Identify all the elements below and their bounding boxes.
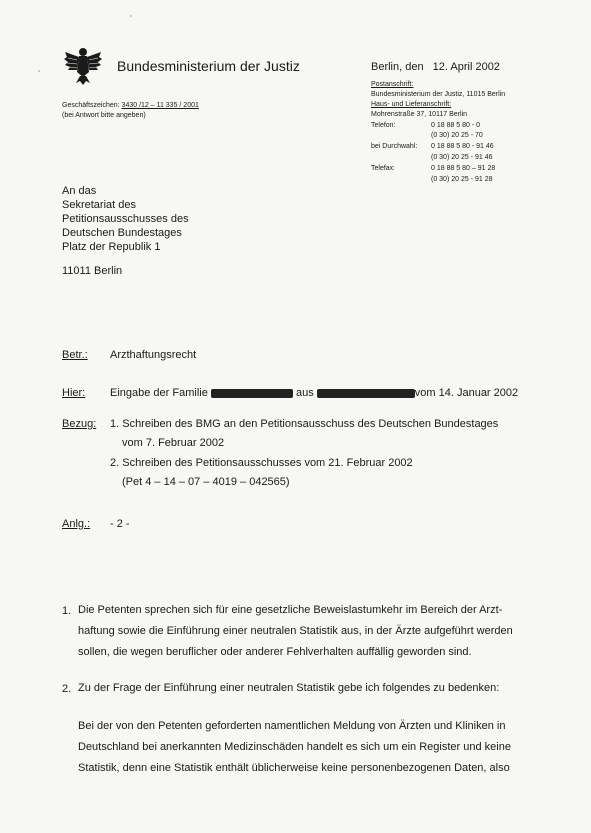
hier-prefix: Eingabe der Familie bbox=[110, 387, 208, 399]
recipient-line: Sekretariat des bbox=[62, 199, 136, 211]
postal-address: Bundesministerium der Justiz, 11015 Berlin bbox=[371, 91, 506, 98]
paragraph-2: Zu der Frage der Einführung einer neutralen Statistik gebe ich folgendes zu bedenken: bbox=[78, 682, 500, 694]
betr-value: Arzthaftungsrecht bbox=[110, 349, 197, 361]
scan-speck bbox=[38, 70, 40, 72]
fax-number-2: (0 30) 20 25 - 91 28 bbox=[431, 176, 493, 183]
dateline-place: Berlin, den bbox=[371, 61, 424, 73]
reference-note: (bei Antwort bitte angeben) bbox=[62, 112, 146, 119]
dateline bbox=[371, 61, 500, 73]
phone-number-2: (0 30) 20 25 - 70 bbox=[431, 132, 483, 139]
anlg-label: Anlg.: bbox=[62, 518, 91, 530]
hier-mid: aus bbox=[295, 387, 314, 399]
redacted-name bbox=[211, 389, 293, 398]
recipient-city: 11011 Berlin bbox=[62, 265, 123, 277]
reference-number: 3430 /12 – 11 335 / 2001 bbox=[121, 102, 199, 109]
bezug-label: Bezug: bbox=[62, 418, 97, 430]
anlg-value: - 2 - bbox=[110, 518, 130, 530]
recipient-line: Deutschen Bundestages bbox=[62, 227, 182, 239]
hier-value bbox=[110, 387, 518, 399]
federal-eagle-logo bbox=[62, 44, 104, 86]
betr-label: Betr.: bbox=[62, 349, 88, 361]
bezug-item-1: 1. Schreiben des BMG an den Petitionsausschuss des Deutschen Bundestages bbox=[110, 418, 499, 430]
paragraph-3: Bei der von den Petenten geforderten namentlichen Meldung von Ärzten und Kliniken in Deutschland bei anerkannten Medizinschäden handelt es sich um ein Register und keine Statistik, denn eine Statistik enthält üblicherweise keine personenbezogenen Daten, also bbox=[78, 720, 511, 774]
reference-label: Geschäftszeichen: bbox=[62, 102, 120, 109]
ministry-name: Bundesministerium der Justiz bbox=[117, 58, 300, 74]
reference-line bbox=[62, 101, 199, 110]
fax-label: Telefax: bbox=[371, 165, 396, 172]
direct-dial-label: bei Durchwahl: bbox=[371, 143, 418, 150]
paragraph-1: Die Petenten sprechen sich für eine gesetzliche Beweislastumkehr im Bereich der Arzthaftung sowie die Einführung einer neutralen Statistik aus, in der Ärzte aufgeführt werden sollen, die wegen beruflicher oder anderer Fehlverhalten auffällig geworden sind. bbox=[78, 604, 513, 658]
phone-label: Telefon: bbox=[371, 122, 396, 129]
redacted-place bbox=[317, 389, 415, 398]
hier-label: Hier: bbox=[62, 387, 86, 399]
hier-suffix: vom 14. Januar 2002 bbox=[414, 387, 519, 399]
recipient-line: Platz der Republik 1 bbox=[62, 241, 161, 253]
direct-dial-2: (0 30) 20 25 - 91 46 bbox=[431, 154, 493, 161]
phone-number-1: 0 18 88 5 80 - 0 bbox=[431, 122, 481, 129]
bezug-item-2: 2. Schreiben des Petitionsausschusses vom 21. Februar 2002 bbox=[110, 457, 413, 469]
direct-dial-1: 0 18 88 5 80 - 91 46 bbox=[431, 143, 494, 150]
delivery-label: Haus- und Lieferanschrift: bbox=[371, 101, 452, 108]
postal-label: Postanschrift: bbox=[371, 81, 414, 88]
recipient-line: Petitionsausschusses des bbox=[62, 213, 189, 225]
bezug-item-2-ref: (Pet 4 – 14 – 07 – 4019 – 042565) bbox=[122, 476, 290, 488]
fax-number-1: 0 18 88 5 80 – 91 28 bbox=[431, 165, 496, 172]
scan-speck bbox=[130, 15, 132, 17]
bezug-item-1-date: vom 7. Februar 2002 bbox=[122, 437, 225, 449]
paragraph-number: 1. bbox=[62, 605, 72, 617]
delivery-address: Mohrenstraße 37, 10117 Berlin bbox=[371, 111, 467, 118]
recipient-line: An das bbox=[62, 185, 97, 197]
paragraph-number: 2. bbox=[62, 683, 72, 695]
dateline-date: 12. April 2002 bbox=[432, 61, 500, 73]
